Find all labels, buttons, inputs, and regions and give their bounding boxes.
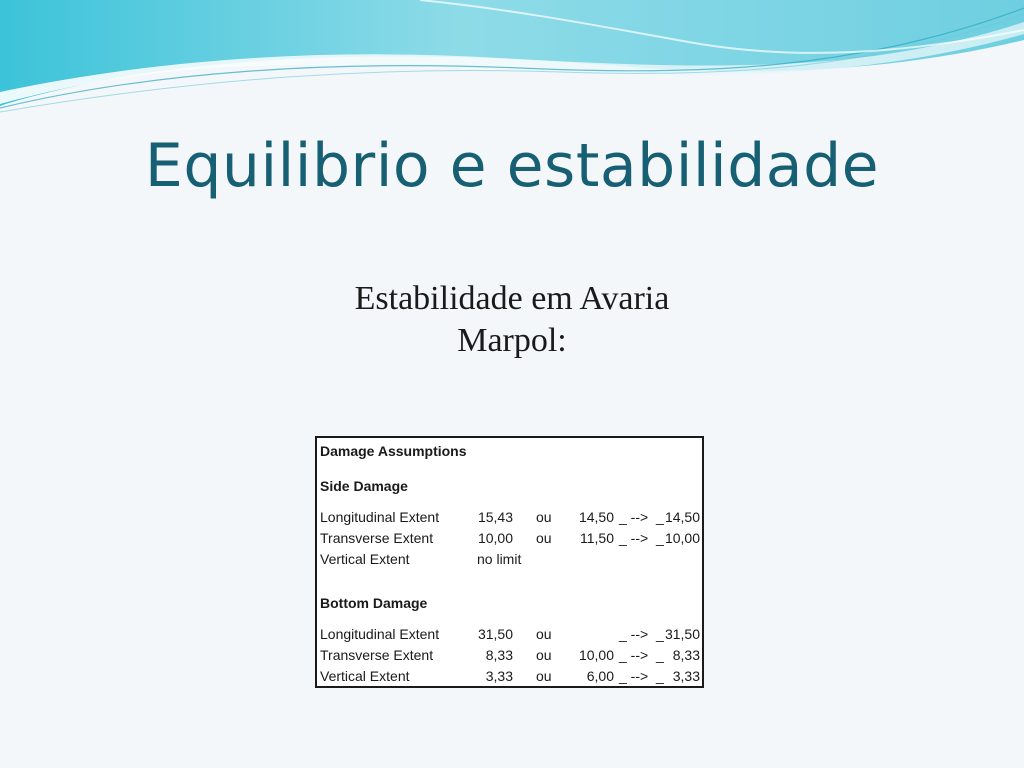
bottom-damage-heading: Bottom Damage <box>320 595 428 611</box>
table-row <box>317 549 702 569</box>
table-heading-row <box>317 441 702 461</box>
row-label: Longitudinal Extent <box>320 626 440 642</box>
row-ou: ou <box>536 668 552 684</box>
row-result: 14,50 <box>664 509 700 525</box>
table-row <box>317 507 702 527</box>
row-ou: ou <box>536 626 552 642</box>
table-row <box>317 528 702 548</box>
row-value-2: 10,00 <box>578 647 614 663</box>
row-ou: ou <box>536 509 552 525</box>
table-heading: Damage Assumptions <box>320 443 467 459</box>
slide-title: Equilibrio e estabilidade <box>144 131 880 201</box>
table-row <box>317 666 702 686</box>
row-label: Vertical Extent <box>320 551 410 567</box>
row-value-2: 14,50 <box>578 509 614 525</box>
subtitle-line: Estabilidade em Avaria <box>354 280 670 317</box>
row-ou: ou <box>536 530 552 546</box>
row-arrow: _ --> _ <box>619 530 664 546</box>
row-label: Longitudinal Extent <box>320 509 440 525</box>
row-value-1: 8,33 <box>485 647 513 663</box>
slide-subtitle <box>0 278 1024 362</box>
row-label: Vertical Extent <box>320 668 410 684</box>
row-arrow: _ --> _ <box>619 509 664 525</box>
subtitle-line: Marpol: <box>457 322 567 359</box>
table-row <box>317 645 702 665</box>
row-label: Transverse Extent <box>320 647 434 663</box>
row-arrow: _ --> _ <box>619 626 664 642</box>
row-value-1: no limit <box>477 551 522 567</box>
row-value-1: 3,33 <box>485 668 513 684</box>
row-result: 10,00 <box>664 530 700 546</box>
row-arrow: _ --> _ <box>619 647 664 663</box>
row-value-2: 6,00 <box>586 668 614 684</box>
row-value-2: 11,50 <box>580 530 614 546</box>
row-label: Transverse Extent <box>320 530 434 546</box>
row-result: 8,33 <box>672 647 700 663</box>
row-result: 3,33 <box>672 668 700 684</box>
section-heading-row <box>317 593 702 613</box>
row-value-1: 10,00 <box>477 530 513 546</box>
side-damage-heading: Side Damage <box>320 478 408 494</box>
table-row <box>317 624 702 644</box>
row-ou: ou <box>536 647 552 663</box>
row-arrow: _ --> _ <box>619 668 664 684</box>
section-heading-row <box>317 476 702 496</box>
header-wave-decoration <box>0 0 1024 130</box>
damage-assumptions-table <box>315 436 704 688</box>
row-value-1: 15,43 <box>477 509 513 525</box>
row-result: 31,50 <box>664 626 700 642</box>
row-value-1: 31,50 <box>477 626 513 642</box>
